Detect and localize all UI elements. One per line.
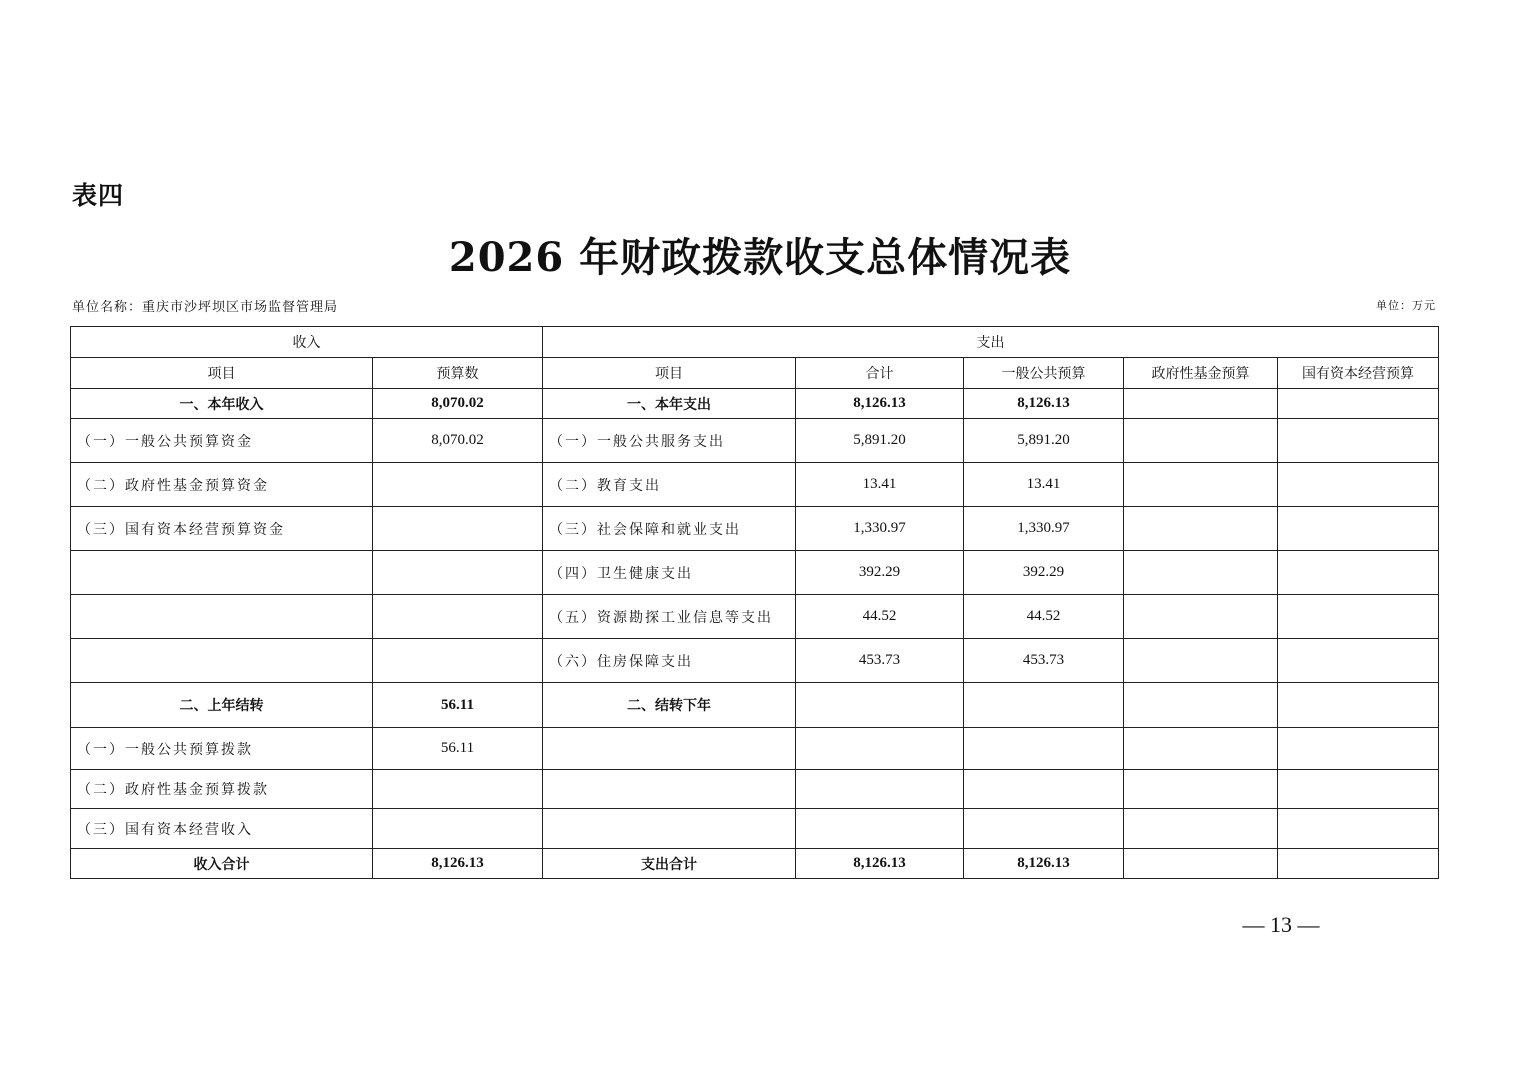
income-item: （一）一般公共预算拨款 [71,728,373,770]
income-item: 二、上年结转 [71,683,373,728]
exp-item: （四）卫生健康支出 [543,551,796,595]
income-budget [373,595,543,639]
exp-item: 一、本年支出 [543,389,796,419]
exp-total: 1,330.97 [796,507,964,551]
totals-row [71,849,1439,879]
exp-fund [1124,639,1278,683]
table-row [71,639,1439,683]
exp-general: 8,126.13 [964,389,1124,419]
income-item: 收入合计 [71,849,373,879]
exp-total [796,770,964,809]
table-row [71,389,1439,419]
table-row [71,728,1439,770]
col-exp-fund: 政府性基金预算 [1124,358,1278,389]
exp-fund [1124,463,1278,507]
table-row [71,551,1439,595]
exp-general: 453.73 [964,639,1124,683]
exp-general: 5,891.20 [964,419,1124,463]
exp-state [1278,419,1439,463]
exp-state [1278,507,1439,551]
exp-total [796,728,964,770]
exp-fund [1124,849,1278,879]
table-row [71,507,1439,551]
income-budget: 56.11 [373,728,543,770]
income-budget: 56.11 [373,683,543,728]
exp-total: 13.41 [796,463,964,507]
exp-state [1278,683,1439,728]
col-exp-state: 国有资本经营预算 [1278,358,1439,389]
exp-fund [1124,389,1278,419]
col-income-budget: 预算数 [373,358,543,389]
exp-total: 8,126.13 [796,389,964,419]
col-exp-general: 一般公共预算 [964,358,1124,389]
income-budget [373,809,543,849]
exp-fund [1124,809,1278,849]
income-item: （三）国有资本经营收入 [71,809,373,849]
exp-item [543,770,796,809]
exp-item: （六）住房保障支出 [543,639,796,683]
exp-total: 44.52 [796,595,964,639]
exp-fund [1124,595,1278,639]
income-group-header: 收入 [71,327,543,358]
column-header-row [71,358,1439,389]
income-budget [373,507,543,551]
exp-state [1278,463,1439,507]
col-income-item: 项目 [71,358,373,389]
table-row [71,809,1439,849]
col-exp-total: 合计 [796,358,964,389]
table-row [71,419,1439,463]
exp-total: 5,891.20 [796,419,964,463]
income-item: （一）一般公共预算资金 [71,419,373,463]
income-item [71,595,373,639]
exp-general: 392.29 [964,551,1124,595]
exp-fund [1124,551,1278,595]
exp-state [1278,849,1439,879]
exp-item: （三）社会保障和就业支出 [543,507,796,551]
col-exp-item: 项目 [543,358,796,389]
income-budget: 8,070.02 [373,419,543,463]
income-item: （二）政府性基金预算资金 [71,463,373,507]
income-item: （二）政府性基金预算拨款 [71,770,373,809]
table-row [71,770,1439,809]
table-row [71,595,1439,639]
exp-general: 1,330.97 [964,507,1124,551]
exp-state [1278,809,1439,849]
group-header-row [71,327,1439,358]
exp-general [964,809,1124,849]
exp-item [543,728,796,770]
exp-general: 8,126.13 [964,849,1124,879]
income-budget [373,551,543,595]
exp-general: 13.41 [964,463,1124,507]
income-item: 一、本年收入 [71,389,373,419]
unit-name: 单位名称：重庆市沙坪坝区市场监督管理局 [72,300,339,315]
exp-item: （五）资源勘探工业信息等支出 [543,595,796,639]
exp-general: 44.52 [964,595,1124,639]
exp-item: （一）一般公共服务支出 [543,419,796,463]
page-number: — 13 — [1242,912,1320,937]
income-budget: 8,126.13 [373,849,543,879]
exp-total: 392.29 [796,551,964,595]
exp-total [796,809,964,849]
table-row [71,683,1439,728]
exp-item [543,809,796,849]
exp-general [964,728,1124,770]
income-item [71,551,373,595]
exp-total: 453.73 [796,639,964,683]
income-budget [373,639,543,683]
exp-fund [1124,419,1278,463]
exp-fund [1124,728,1278,770]
exp-state [1278,389,1439,419]
exp-state [1278,639,1439,683]
exp-fund [1124,770,1278,809]
exp-state [1278,728,1439,770]
exp-general [964,683,1124,728]
income-item [71,639,373,683]
expenditure-group-header: 支出 [543,327,1439,358]
exp-item: 二、结转下年 [543,683,796,728]
exp-total: 8,126.13 [796,849,964,879]
income-budget: 8,070.02 [373,389,543,419]
table-row [71,463,1439,507]
exp-general [964,770,1124,809]
budget-table [70,326,1439,879]
exp-state [1278,551,1439,595]
income-budget [373,770,543,809]
exp-item: （二）教育支出 [543,463,796,507]
unit-label: 单位：万元 [1376,299,1436,312]
income-item: （三）国有资本经营预算资金 [71,507,373,551]
document-title: 2026 年财政拨款收支总体情况表 [448,234,1072,281]
exp-fund [1124,507,1278,551]
exp-item: 支出合计 [543,849,796,879]
exp-state [1278,595,1439,639]
income-budget [373,463,543,507]
table-label: 表四 [72,181,125,210]
exp-total [796,683,964,728]
exp-state [1278,770,1439,809]
exp-fund [1124,683,1278,728]
